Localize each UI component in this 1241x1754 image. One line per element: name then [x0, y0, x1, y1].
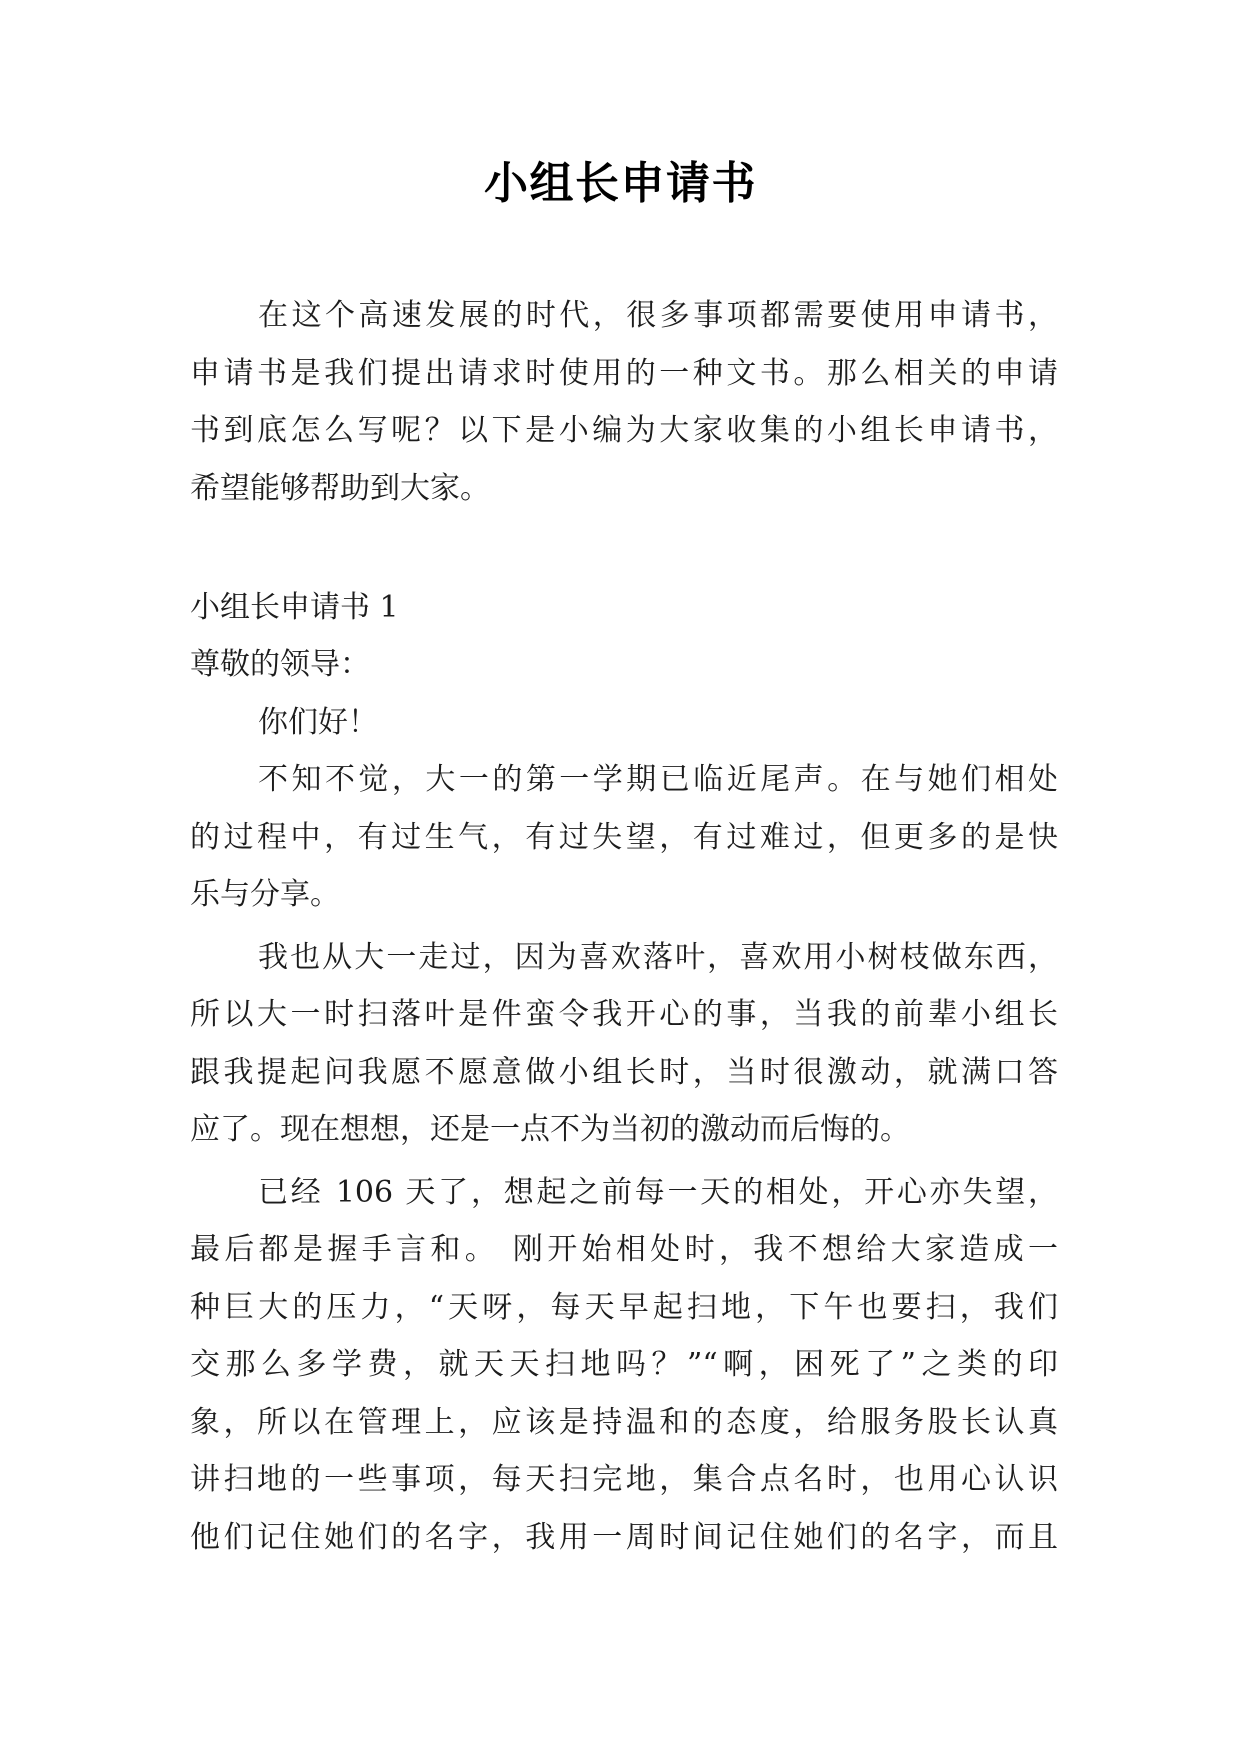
letter-salutation: 尊敬的领导：	[190, 647, 370, 682]
section-heading: 小组长申请书 1	[190, 589, 399, 625]
paragraph-line: 跟我提起问我愿不愿意做小组长时，当时很激动，就满口答	[190, 1054, 1058, 1090]
document-title: 小组长申请书	[484, 158, 757, 209]
intro-paragraph	[190, 287, 1058, 517]
paragraph-line: 种巨大的压力，“天呀，每天早起扫地，下午也要扫，我们	[190, 1289, 1058, 1325]
paragraph-line: 不知不觉，大一的第一学期已临近尾声。在与她们相处	[258, 762, 1058, 797]
paragraph-line: 交那么多学费，就天天扫地吗？”“啊，困死了”之类的印	[190, 1347, 1058, 1382]
paragraph-line: 所以大一时扫落叶是件蛮令我开心的事，当我的前辈小组长	[190, 997, 1058, 1032]
document-body	[190, 287, 1058, 1566]
paragraph-line: 他们记住她们的名字，我用一周时间记住她们的名字，而且	[190, 1519, 1058, 1555]
paragraph-line: 应了。现在想想，还是一点不为当初的激动而后悔的。	[190, 1112, 910, 1147]
paragraph-line: 最后都是握手言和。 刚开始相处时，我不想给大家造成一	[190, 1232, 1058, 1267]
intro-line: 申请书是我们提出请求时使用的一种文书。那么相关的申请	[190, 355, 1058, 391]
letter-paragraph	[190, 751, 1058, 924]
intro-line: 书到底怎么写呢？以下是小编为大家收集的小组长申请书，	[190, 413, 1058, 448]
letter-paragraph	[190, 929, 1058, 1159]
paragraph-line: 我也从大一走过，因为喜欢落叶，喜欢用小树枝做东西，	[258, 939, 1058, 975]
intro-line: 在这个高速发展的时代，很多事项都需要使用申请书，	[258, 298, 1058, 333]
letter-greeting: 你们好！	[258, 704, 378, 740]
intro-line: 希望能够帮助到大家。	[190, 470, 490, 506]
paragraph-line: 象，所以在管理上，应该是持温和的态度，给服务股长认真	[190, 1404, 1058, 1440]
paragraph-line: 讲扫地的一些事项，每天扫完地，集合点名时，也用心认识	[190, 1462, 1058, 1497]
paragraph-line: 已经 106 天了，想起之前每一天的相处，开心亦失望，	[258, 1174, 1058, 1210]
letter-paragraph	[190, 1164, 1058, 1567]
paragraph-line: 的过程中，有过生气，有过失望，有过难过，但更多的是快	[190, 819, 1058, 855]
paragraph-line: 乐与分享。	[190, 877, 340, 912]
